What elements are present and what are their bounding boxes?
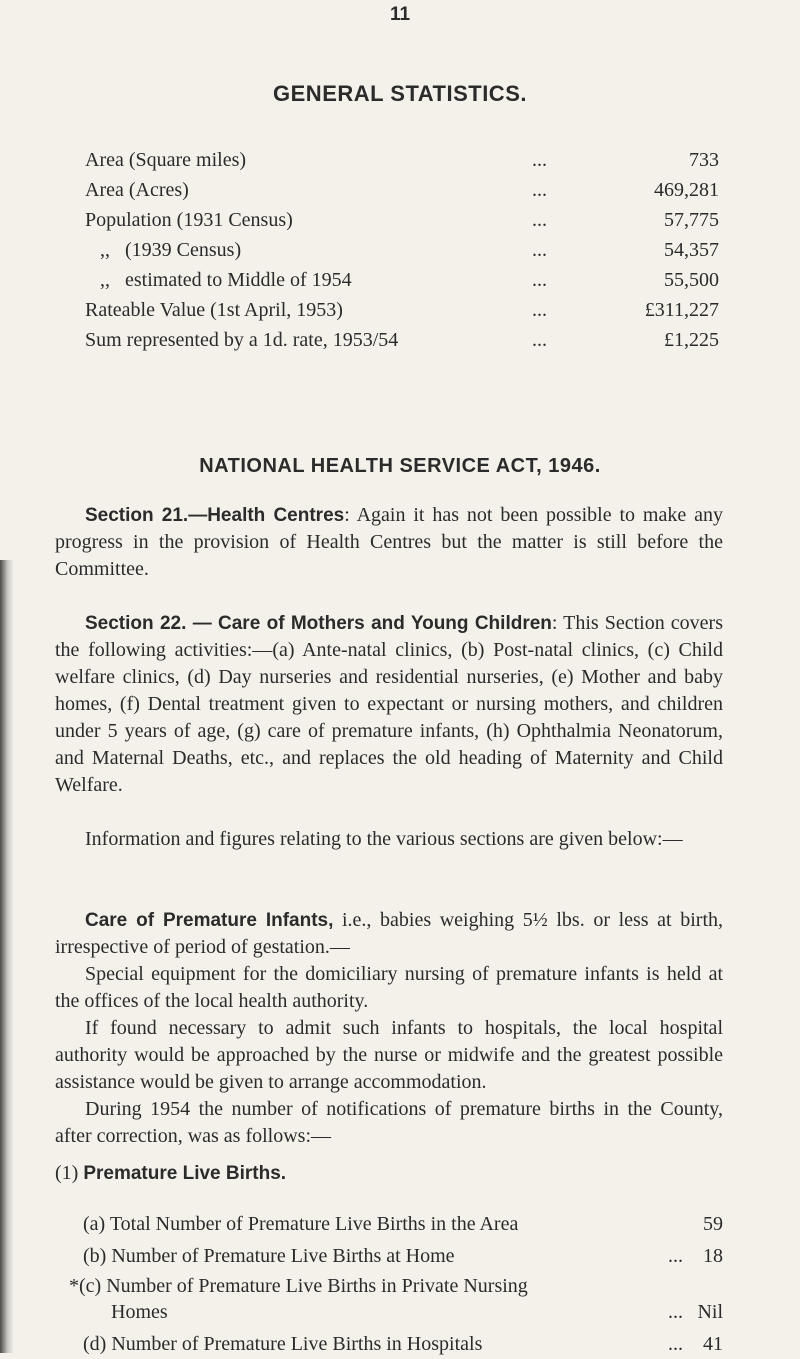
list-item-continuation (83, 1297, 723, 1327)
stat-row (85, 265, 719, 295)
stat-value: £1,225 (664, 329, 719, 351)
stat-row (85, 235, 719, 265)
stat-value: 733 (689, 149, 719, 171)
leader-dots: ... (532, 209, 547, 231)
leader-dots: ... (532, 179, 547, 201)
leader-dots: ... (532, 269, 547, 291)
leader-dots: ... (532, 299, 547, 321)
leader-dots: ... (532, 149, 547, 171)
stat-value: 469,281 (654, 179, 719, 201)
item-value: 41 (703, 1333, 723, 1355)
item-value: Nil (697, 1301, 723, 1323)
page-number: 11 (389, 4, 411, 25)
section-22-paragraph (55, 610, 723, 799)
leader-dots: ... (668, 1301, 683, 1323)
leader-dots: ... (532, 329, 547, 351)
list-item (83, 1241, 723, 1271)
stat-row (85, 295, 719, 325)
page-edge-shadow (0, 560, 14, 1353)
stat-label: ,, estimated to Middle of 1954 (85, 269, 352, 291)
section-21-text: : Again it has not been possible to make any progress in the provision of Health Centres but the matter is still before the Committee. (55, 504, 724, 580)
item-label-continuation: Homes (111, 1301, 168, 1323)
item-value: 59 (703, 1213, 723, 1235)
item-label: (d) Number of Premature Live Births in Hospitals (83, 1333, 483, 1355)
premature-infants-text: i.e., babies weighing 5½ lbs. or less at birth, irrespective of period of gestation.— (55, 909, 723, 958)
stat-row (85, 205, 719, 235)
section-21-paragraph (55, 502, 723, 583)
leader-dots: ... (668, 1245, 683, 1267)
section-22-heading: Section 22. — Care of Mothers and Young Children (85, 613, 552, 634)
premature-infants-paragraph (55, 907, 723, 961)
stat-label: Rateable Value (1st April, 1953) (85, 299, 343, 321)
premature-notifications-paragraph: During 1954 the number of notifications of premature births in the County, after correction, was as follows:— (55, 1098, 723, 1147)
stat-value: 57,775 (664, 209, 719, 231)
stat-value: £311,227 (644, 299, 719, 321)
item-label: (a) Total Number of Premature Live Births in the Area (83, 1213, 519, 1235)
page-title: GENERAL STATISTICS. (273, 81, 527, 106)
stat-value: 55,500 (664, 269, 719, 291)
list-item (83, 1329, 723, 1359)
premature-infants-heading: Care of Premature Infants, (85, 910, 334, 931)
premature-equipment-paragraph: Special equipment for the domiciliary nursing of premature infants is held at the offices of the local health authority. (55, 963, 723, 1012)
item-value: 18 (703, 1245, 723, 1267)
section-22-text: : This Section covers the following activities:—(a) Ante-natal clinics, (b) Post-natal clinics, (c) Child welfare clinics, (d) Day nurseries and residential nurseries, (e) Mother and baby homes, (f) Dental treatment given to expectant or nursing mothers, and children under 5 years of age, (g) care of premature infants, (h) Ophthalmia Neonatorum, and Maternal Deaths, etc., and replaces the old heading of Maternity and Child Welfare. (55, 612, 723, 796)
section-21-heading: Section 21.—Health Centres (85, 505, 345, 526)
section-22-note: Information and figures relating to the various sections are given below:— (85, 828, 683, 850)
list-heading-number: (1) (55, 1162, 79, 1184)
premature-hospital-paragraph: If found necessary to admit such infants to hospitals, the local hospital authority would be approached by the nurse or midwife and the greatest possible assistance would be given to arrange accommodation. (55, 1017, 723, 1093)
list-heading (55, 1162, 286, 1185)
stat-label: ,, (1939 Census) (85, 239, 242, 261)
leader-dots: ... (668, 1333, 683, 1355)
item-label: *(c) Number of Premature Live Births in Private Nursing (69, 1275, 528, 1297)
stat-row (85, 175, 719, 205)
stat-label: Area (Acres) (85, 179, 189, 201)
list-heading-title: Premature Live Births. (83, 1163, 287, 1184)
leader-dots: ... (532, 239, 547, 261)
stat-row (85, 325, 719, 355)
stat-value: 54,357 (664, 239, 719, 261)
stat-label: Sum represented by a 1d. rate, 1953/54 (85, 329, 399, 351)
list-item (83, 1209, 723, 1239)
stat-row (85, 145, 719, 175)
stat-label: Population (1931 Census) (85, 209, 293, 231)
act-heading: NATIONAL HEALTH SERVICE ACT, 1946. (199, 455, 601, 477)
statistics-table (85, 145, 719, 355)
stat-label: Area (Square miles) (85, 149, 247, 171)
item-label: (b) Number of Premature Live Births at Home (83, 1245, 455, 1267)
